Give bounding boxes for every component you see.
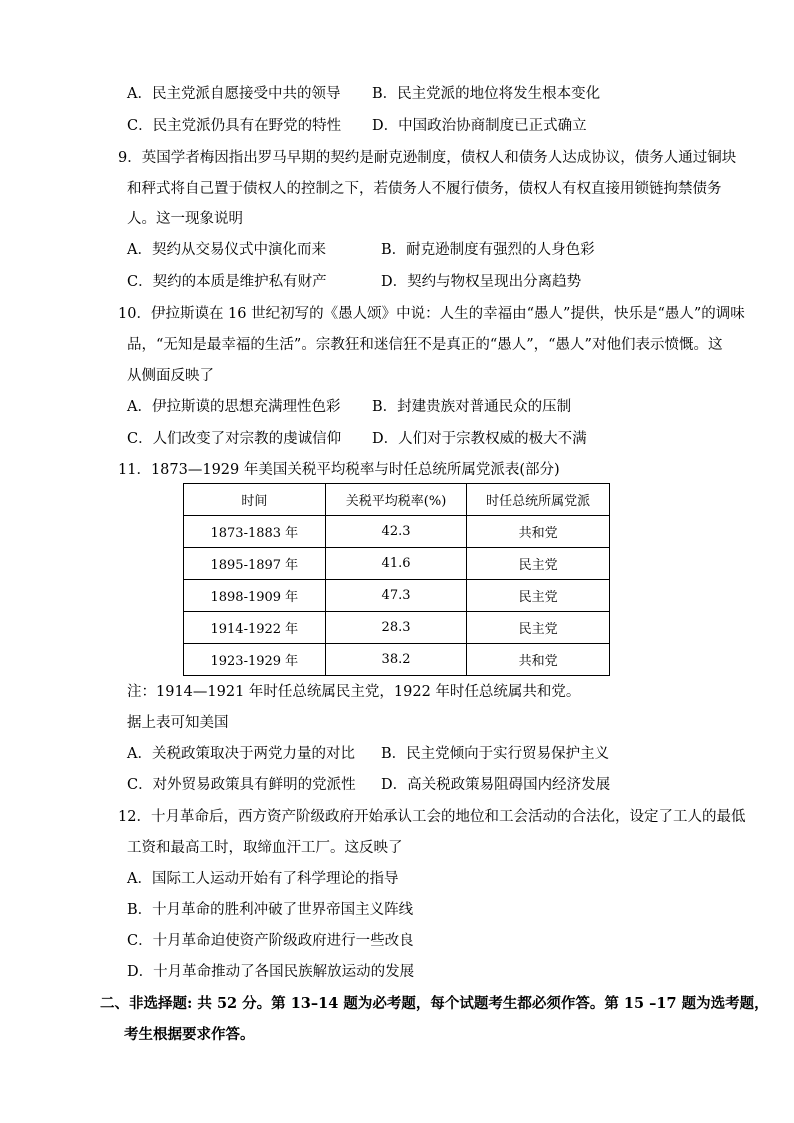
q9-option-b: B．耐克逊制度有强烈的人身色彩 — [381, 242, 595, 258]
table-cell: 1923-1929 年 — [184, 644, 326, 676]
table-row — [184, 516, 610, 548]
q11-option-c: C．对外贸易政策具有鲜明的党派性 — [127, 777, 356, 793]
q9-stem-line2: 和秤式将自己置于债权人的控制之下，若债务人不履行债务，债权人有权直接用锁链拘禁债务 — [127, 181, 722, 197]
q10-stem-line1: 10．伊拉斯谟在 16 世纪初写的《愚人颂》中说：人生的幸福由“愚人”提供，快乐是“愚人”的调味 — [118, 306, 745, 322]
q11-stem-line1: 11．1873—1929 年美国关税平均税率与时任总统所属党派表(部分) — [118, 462, 560, 478]
q12-option-a: A．国际工人运动开始有了科学理论的指导 — [127, 871, 399, 887]
table-cell: 41.6 — [325, 548, 467, 580]
q9-option-a: A．契约从交易仪式中演化而来 — [127, 242, 326, 258]
table-cell: 民主党 — [467, 548, 610, 580]
q10-option-c: C．人们改变了对宗教的虔诚信仰 — [127, 431, 342, 447]
q10-stem-line2: 品，“无知是最幸福的生活”。宗教狂和迷信狂不是真正的“愚人”，“愚人”对他们表示愤慨。这 — [127, 337, 723, 353]
table-row — [184, 644, 610, 676]
table-cell: 1895-1897 年 — [184, 548, 326, 580]
table-cell: 共和党 — [467, 644, 610, 676]
q10-option-b: B．封建贵族对普通民众的压制 — [372, 399, 572, 415]
q11-option-b: B．民主党倾向于实行贸易保护主义 — [381, 746, 610, 762]
table-cell: 38.2 — [325, 644, 467, 676]
table-cell: 1898-1909 年 — [184, 580, 326, 612]
q12-stem-line1: 12．十月革命后，西方资产阶级政府开始承认工会的地位和工会活动的合法化，设定了工人的最低 — [118, 809, 746, 825]
tariff-table — [183, 483, 610, 676]
table-header-row — [184, 484, 610, 516]
table-row — [184, 612, 610, 644]
q12-stem-line2: 工资和最高工时，取缔血汗工厂。这反映了 — [127, 840, 403, 856]
table-cell: 28.3 — [325, 612, 467, 644]
q9-stem-line1: 9．英国学者梅因指出罗马早期的契约是耐克逊制度，债权人和债务人达成协议，债务人通过铜块 — [118, 150, 737, 166]
q12-option-b: B．十月革命的胜利冲破了世界帝国主义阵线 — [127, 902, 414, 918]
table-header-cell: 关税平均税率(%) — [325, 484, 467, 516]
q10-option-d: D．人们对于宗教权威的极大不满 — [372, 431, 587, 447]
section2-heading-line1: 二、非选择题: 共 52 分。第 13–14 题为必考题，每个试题考生都必须作答。第 15 –17 题为选考题， — [100, 995, 769, 1012]
table-cell: 民主党 — [467, 580, 610, 612]
q8-option-a: A．民主党派自愿接受中共的领导 — [127, 86, 341, 102]
q10-stem-line3: 从侧面反映了 — [127, 368, 214, 384]
q12-option-d: D．十月革命推动了各国民族解放运动的发展 — [127, 964, 415, 980]
q8-option-d: D．中国政治协商制度已正式确立 — [372, 118, 587, 134]
q11-option-d: D．高关税政策易阻碍国内经济发展 — [381, 777, 611, 793]
table-row — [184, 580, 610, 612]
q8-option-b: B．民主党派的地位将发生根本变化 — [372, 86, 601, 102]
table-cell: 共和党 — [467, 516, 610, 548]
q8-option-c: C．民主党派仍具有在野党的特性 — [127, 118, 342, 134]
table-cell: 1873-1883 年 — [184, 516, 326, 548]
q11-stem-question: 据上表可知美国 — [127, 715, 229, 731]
table-header-cell: 时任总统所属党派 — [467, 484, 610, 516]
table-header-cell: 时间 — [184, 484, 326, 516]
q11-option-a: A．关税政策取决于两党力量的对比 — [127, 746, 355, 762]
q10-option-a: A．伊拉斯谟的思想充满理性色彩 — [127, 399, 341, 415]
q12-option-c: C．十月革命迫使资产阶级政府进行一些改良 — [127, 933, 414, 949]
table-cell: 47.3 — [325, 580, 467, 612]
q9-stem-line3: 人。这一现象说明 — [127, 211, 243, 227]
q9-option-c: C．契约的本质是维护私有财产 — [127, 274, 327, 290]
q9-option-d: D．契约与物权呈现出分离趋势 — [381, 274, 582, 290]
table-cell: 1914-1922 年 — [184, 612, 326, 644]
q11-note: 注：1914—1921 年时任总统属民主党，1922 年时任总统属共和党。 — [127, 684, 581, 700]
table-cell: 民主党 — [467, 612, 610, 644]
table-cell: 42.3 — [325, 516, 467, 548]
table-row — [184, 548, 610, 580]
section2-heading-line2: 考生根据要求作答。 — [124, 1026, 255, 1043]
